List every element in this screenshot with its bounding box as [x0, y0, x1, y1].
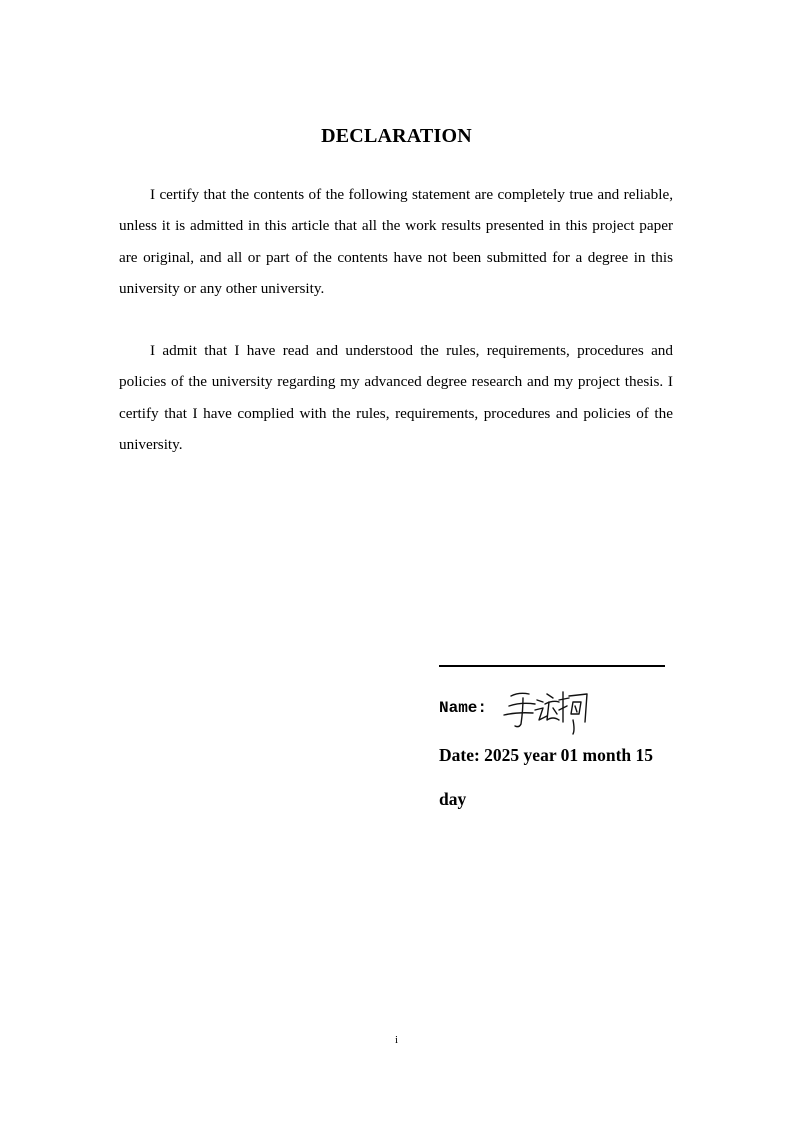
name-row [439, 686, 679, 726]
page-title: DECLARATION [321, 125, 472, 147]
signature-date: Date: 2025 year 01 month 15 day [439, 745, 654, 809]
handwritten-signature [501, 686, 593, 736]
page-number: i [394, 1034, 399, 1046]
declaration-paragraph-1: I certify that the contents of the following statement are completely true and reliable, unless it is admitted in this article that all the work results presented in this project paper are original, and all or part of the contents have not been submitted for a degree in this university or any other university. [119, 186, 673, 297]
declaration-paragraph-2: I admit that I have read and understood the rules, requirements, procedures and policies of the university regarding my advanced degree research and my project thesis. I certify that I have complied with the rules, requirements, procedures and policies of the university. [119, 342, 673, 453]
signature-line [439, 665, 665, 667]
name-label: Name: [439, 699, 488, 717]
